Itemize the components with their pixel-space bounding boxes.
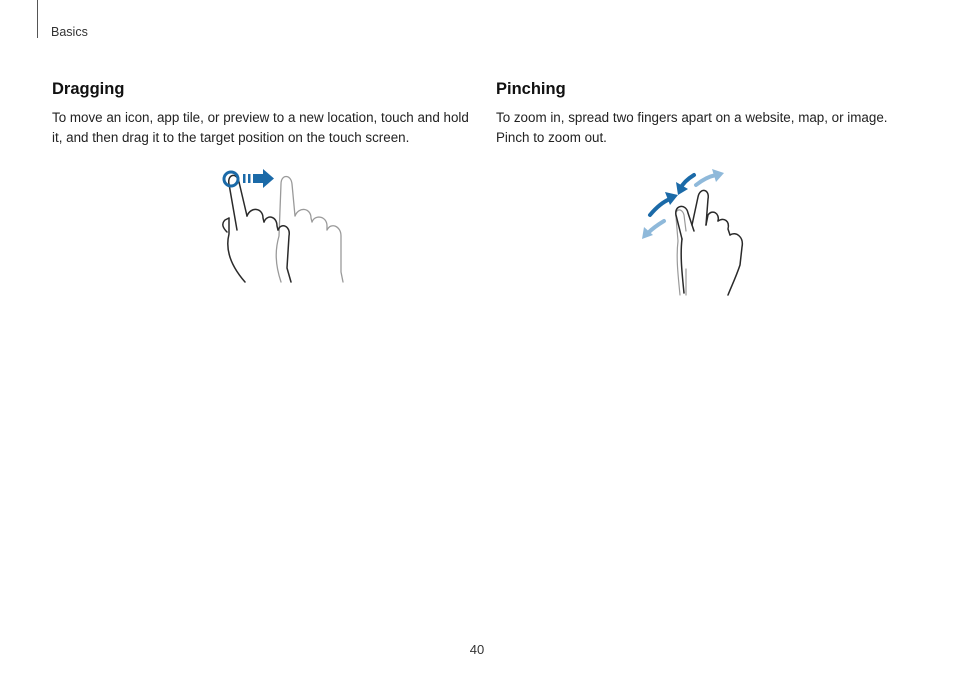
touch-point-icon	[224, 172, 238, 186]
pinching-title: Pinching	[496, 80, 566, 98]
faded-hand-icon	[276, 177, 343, 283]
pinching-description: To zoom in, spread two fingers apart on a website, map, or image. Pinch to zoom out.	[496, 110, 888, 145]
header-rule	[37, 0, 38, 38]
running-head: Basics	[51, 25, 88, 39]
pinching-section	[496, 78, 916, 148]
dragging-section	[52, 78, 472, 148]
drag-gesture-illustration	[215, 164, 355, 286]
dragging-description: To move an icon, app tile, or preview to a new location, touch and hold it, and then drag it to the target position on the touch screen.	[52, 110, 469, 145]
page-number: 40	[469, 642, 485, 657]
zoom-arrows-icon	[642, 169, 724, 239]
drag-arrow-icon	[243, 169, 274, 188]
dragging-title: Dragging	[52, 80, 125, 98]
pinch-gesture-illustration	[636, 165, 756, 297]
